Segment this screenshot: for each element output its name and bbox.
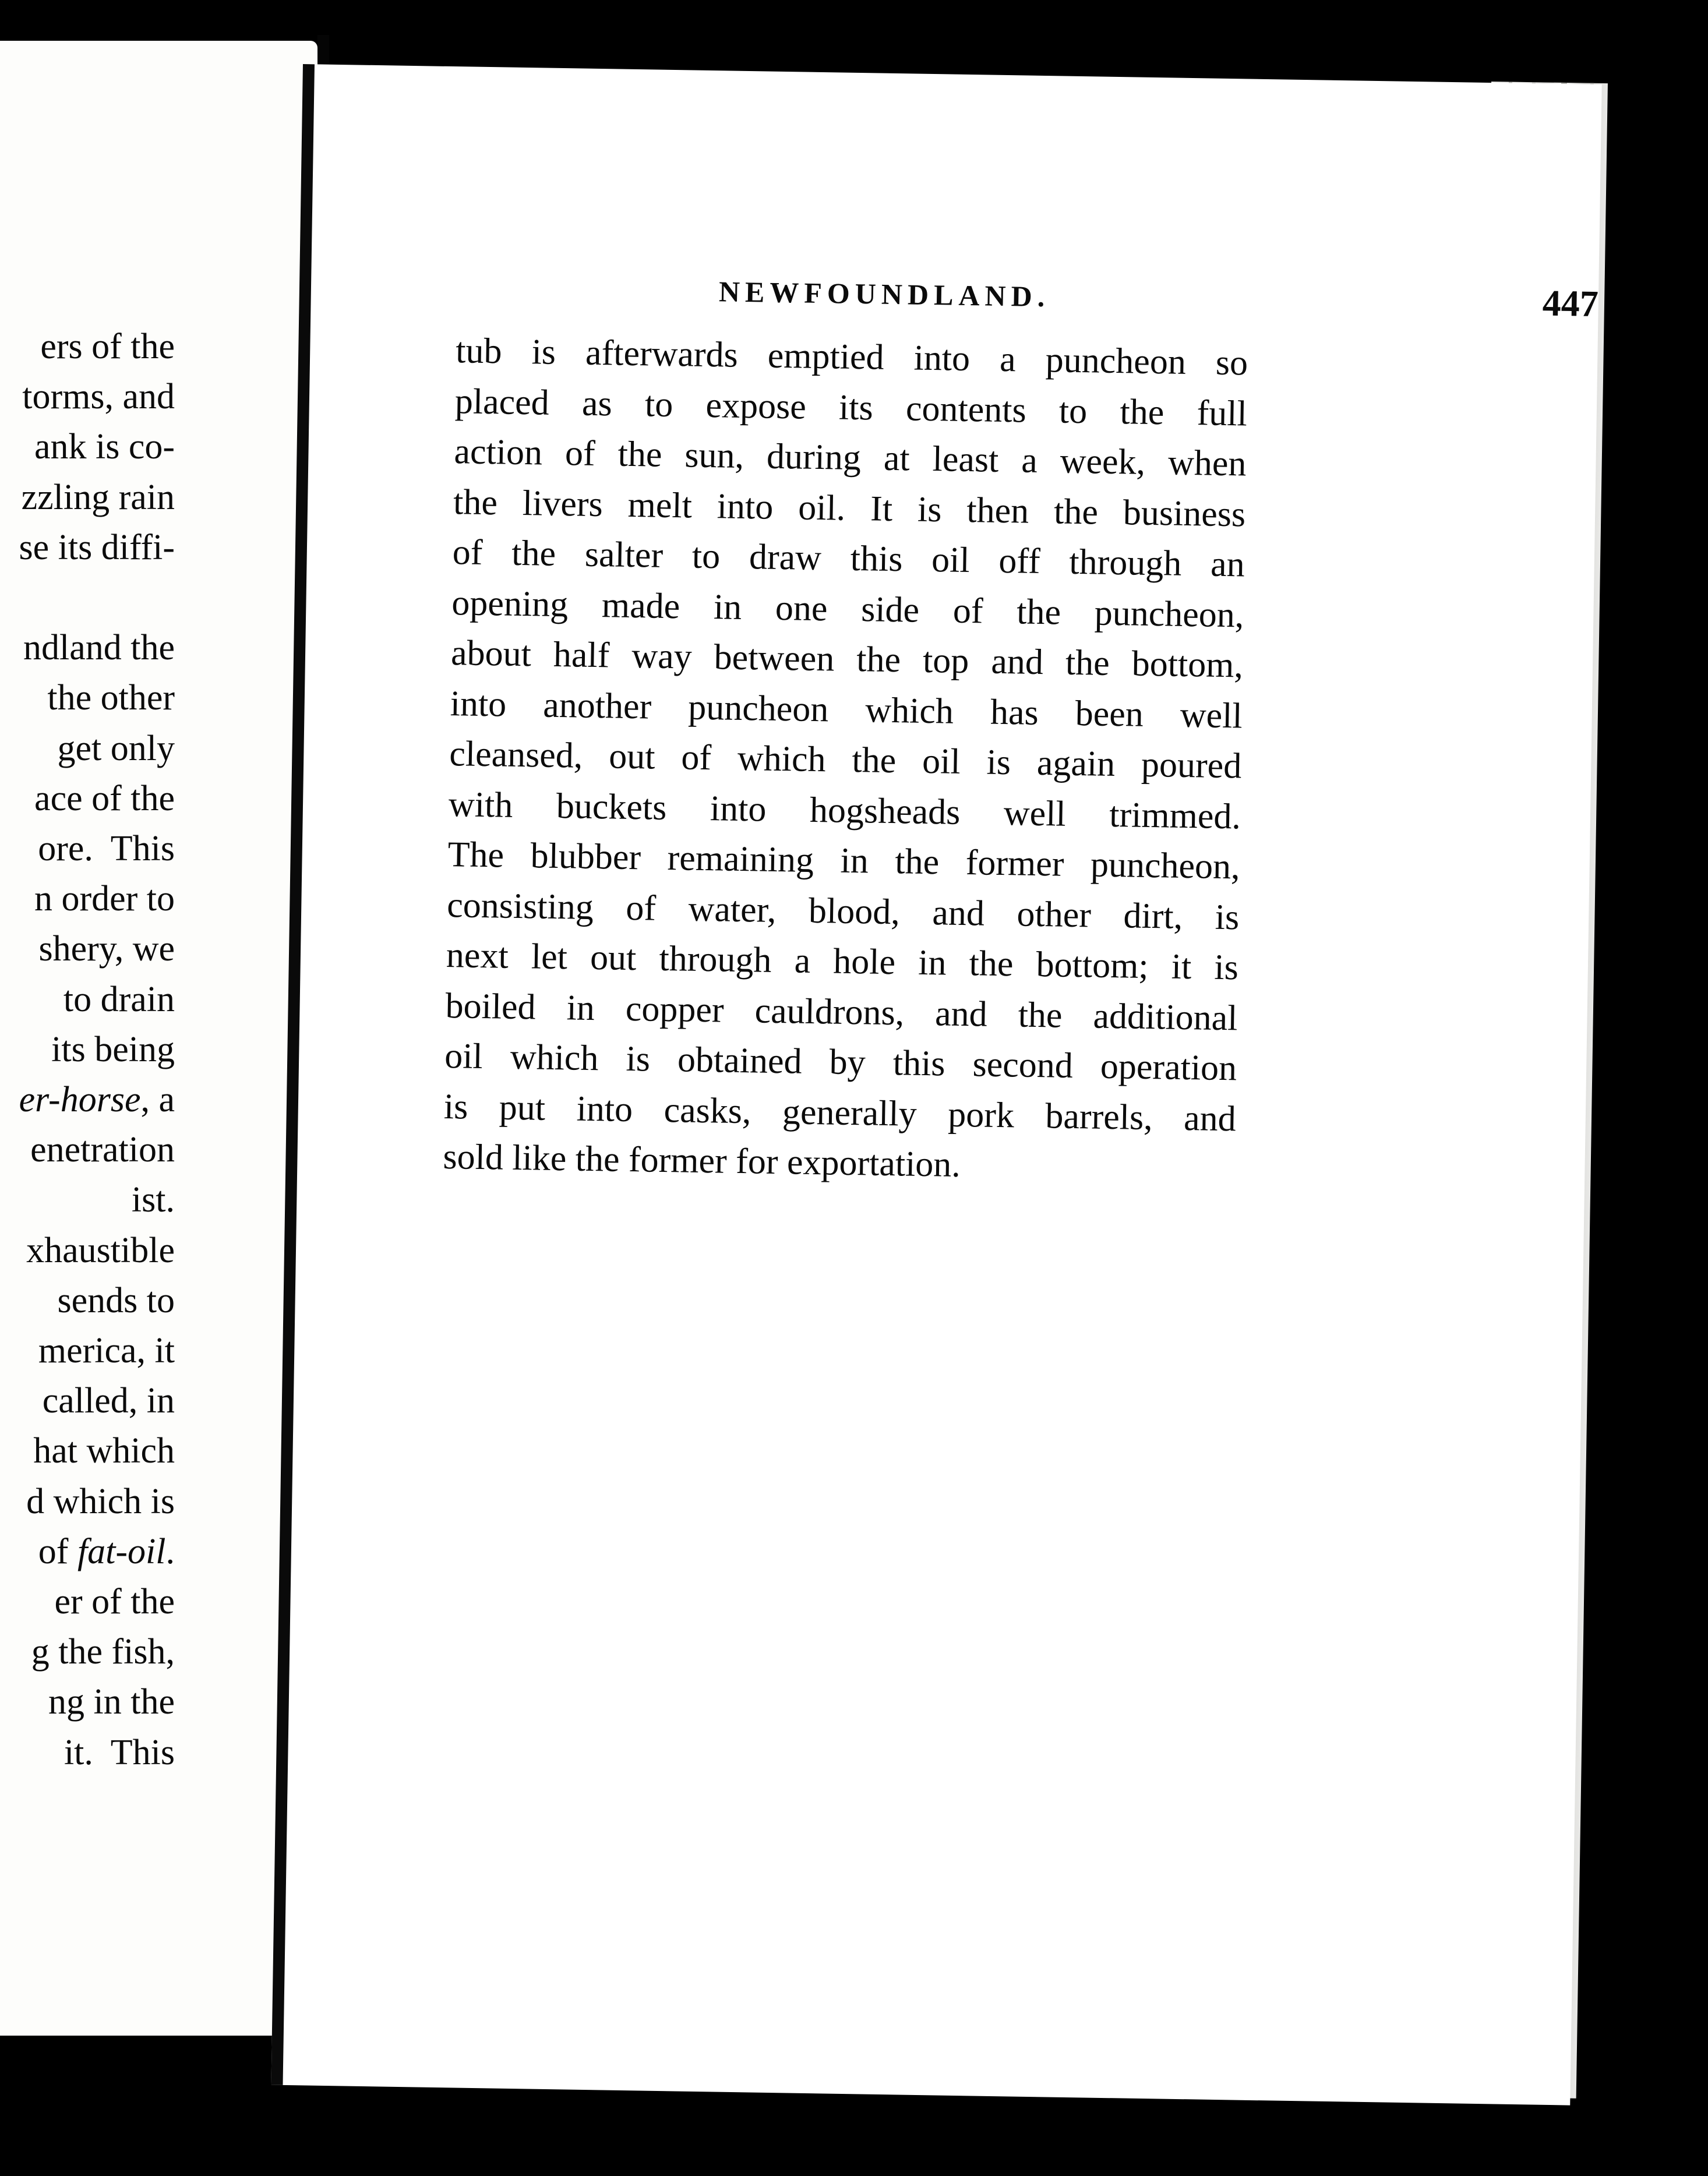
text-line: action of the sun, during at least a week, when: [454, 432, 1247, 484]
text-line: placed as to expose its contents to the full: [454, 381, 1248, 434]
previous-page-line: called, in: [33, 1381, 175, 1421]
previous-page-line: se its diffi-: [19, 527, 175, 567]
previous-page-line: sends to: [48, 1280, 175, 1320]
text-line: boiled in copper cauldrons, and the additional: [445, 985, 1238, 1038]
text-line: cleansed, out of which the oil is again poured: [449, 734, 1242, 786]
text-line: next let out through a hole in the bottom; it is: [446, 935, 1239, 988]
previous-page-line: ndland the: [23, 628, 175, 668]
previous-page-line: [38, 1531, 175, 1572]
current-page: [271, 64, 1601, 2106]
previous-page-line: xhaustible: [26, 1230, 175, 1270]
previous-page-line: zzling rain: [21, 477, 175, 517]
page-body-text: [443, 326, 1248, 1195]
text-line: tub is afterwards emptied into a puncheon so: [455, 331, 1248, 383]
previous-page-line: n order to: [34, 879, 175, 919]
previous-page-line: d which is: [26, 1481, 175, 1521]
running-head: [718, 274, 1622, 335]
previous-page-line: ng in the: [48, 1682, 175, 1722]
text-line: with buckets into hogsheads well trimmed.: [448, 784, 1241, 836]
text-line: consisting of water, blood, and other dirt, is: [446, 885, 1240, 937]
text-line: is put into casks, generally pork barrels, and: [443, 1086, 1237, 1139]
line-text: , a: [140, 1080, 175, 1119]
previous-page-line: shery, we: [38, 929, 175, 969]
text-line: sold like the former for exportation.: [443, 1137, 961, 1185]
previous-page-line: ore. This: [38, 829, 175, 868]
previous-page-line: to drain: [54, 979, 175, 1019]
line-text: of: [38, 1531, 77, 1571]
italic-word: er-horse: [19, 1080, 141, 1119]
previous-page-line: ers of the: [40, 327, 175, 366]
text-line: into another puncheon which has been well: [450, 683, 1243, 736]
previous-page-line: enetration: [30, 1130, 175, 1170]
page-number: 447: [1542, 282, 1599, 324]
previous-page-line: [19, 1079, 175, 1120]
text-line: of the salter to draw this oil off through an: [452, 532, 1245, 585]
previous-page-line: get only: [48, 728, 175, 768]
previous-page-line: ank is co-: [34, 427, 175, 467]
previous-page-line: g the fish,: [31, 1632, 175, 1672]
line-text: .: [165, 1531, 175, 1571]
previous-page-line: torms, and: [22, 377, 175, 417]
text-line: opening made in one side of the puncheon,: [451, 582, 1244, 635]
text-line: The blubber remaining in the former puncheon,: [447, 835, 1241, 887]
text-line: about half way between the top and the bottom,: [450, 633, 1244, 686]
previous-page-text: [0, 41, 317, 2036]
italic-word: fat-oil: [77, 1531, 166, 1571]
previous-page-line: it. This: [55, 1732, 175, 1772]
previous-page: [0, 41, 317, 2036]
running-title: NEWFOUNDLAND.: [718, 275, 1050, 313]
previous-page-line: its being: [42, 1029, 175, 1069]
previous-page-line: er of the: [54, 1582, 175, 1622]
previous-page-line: hat which: [33, 1431, 175, 1471]
text-line: oil which is obtained by this second operation: [444, 1036, 1237, 1089]
text-line: the livers melt into oil. It is then the business: [453, 482, 1246, 535]
previous-page-line: the other: [38, 678, 175, 718]
previous-page-line: ist.: [131, 1180, 175, 1220]
previous-page-line: merica, it: [38, 1331, 175, 1370]
previous-page-line: ace of the: [34, 778, 175, 818]
